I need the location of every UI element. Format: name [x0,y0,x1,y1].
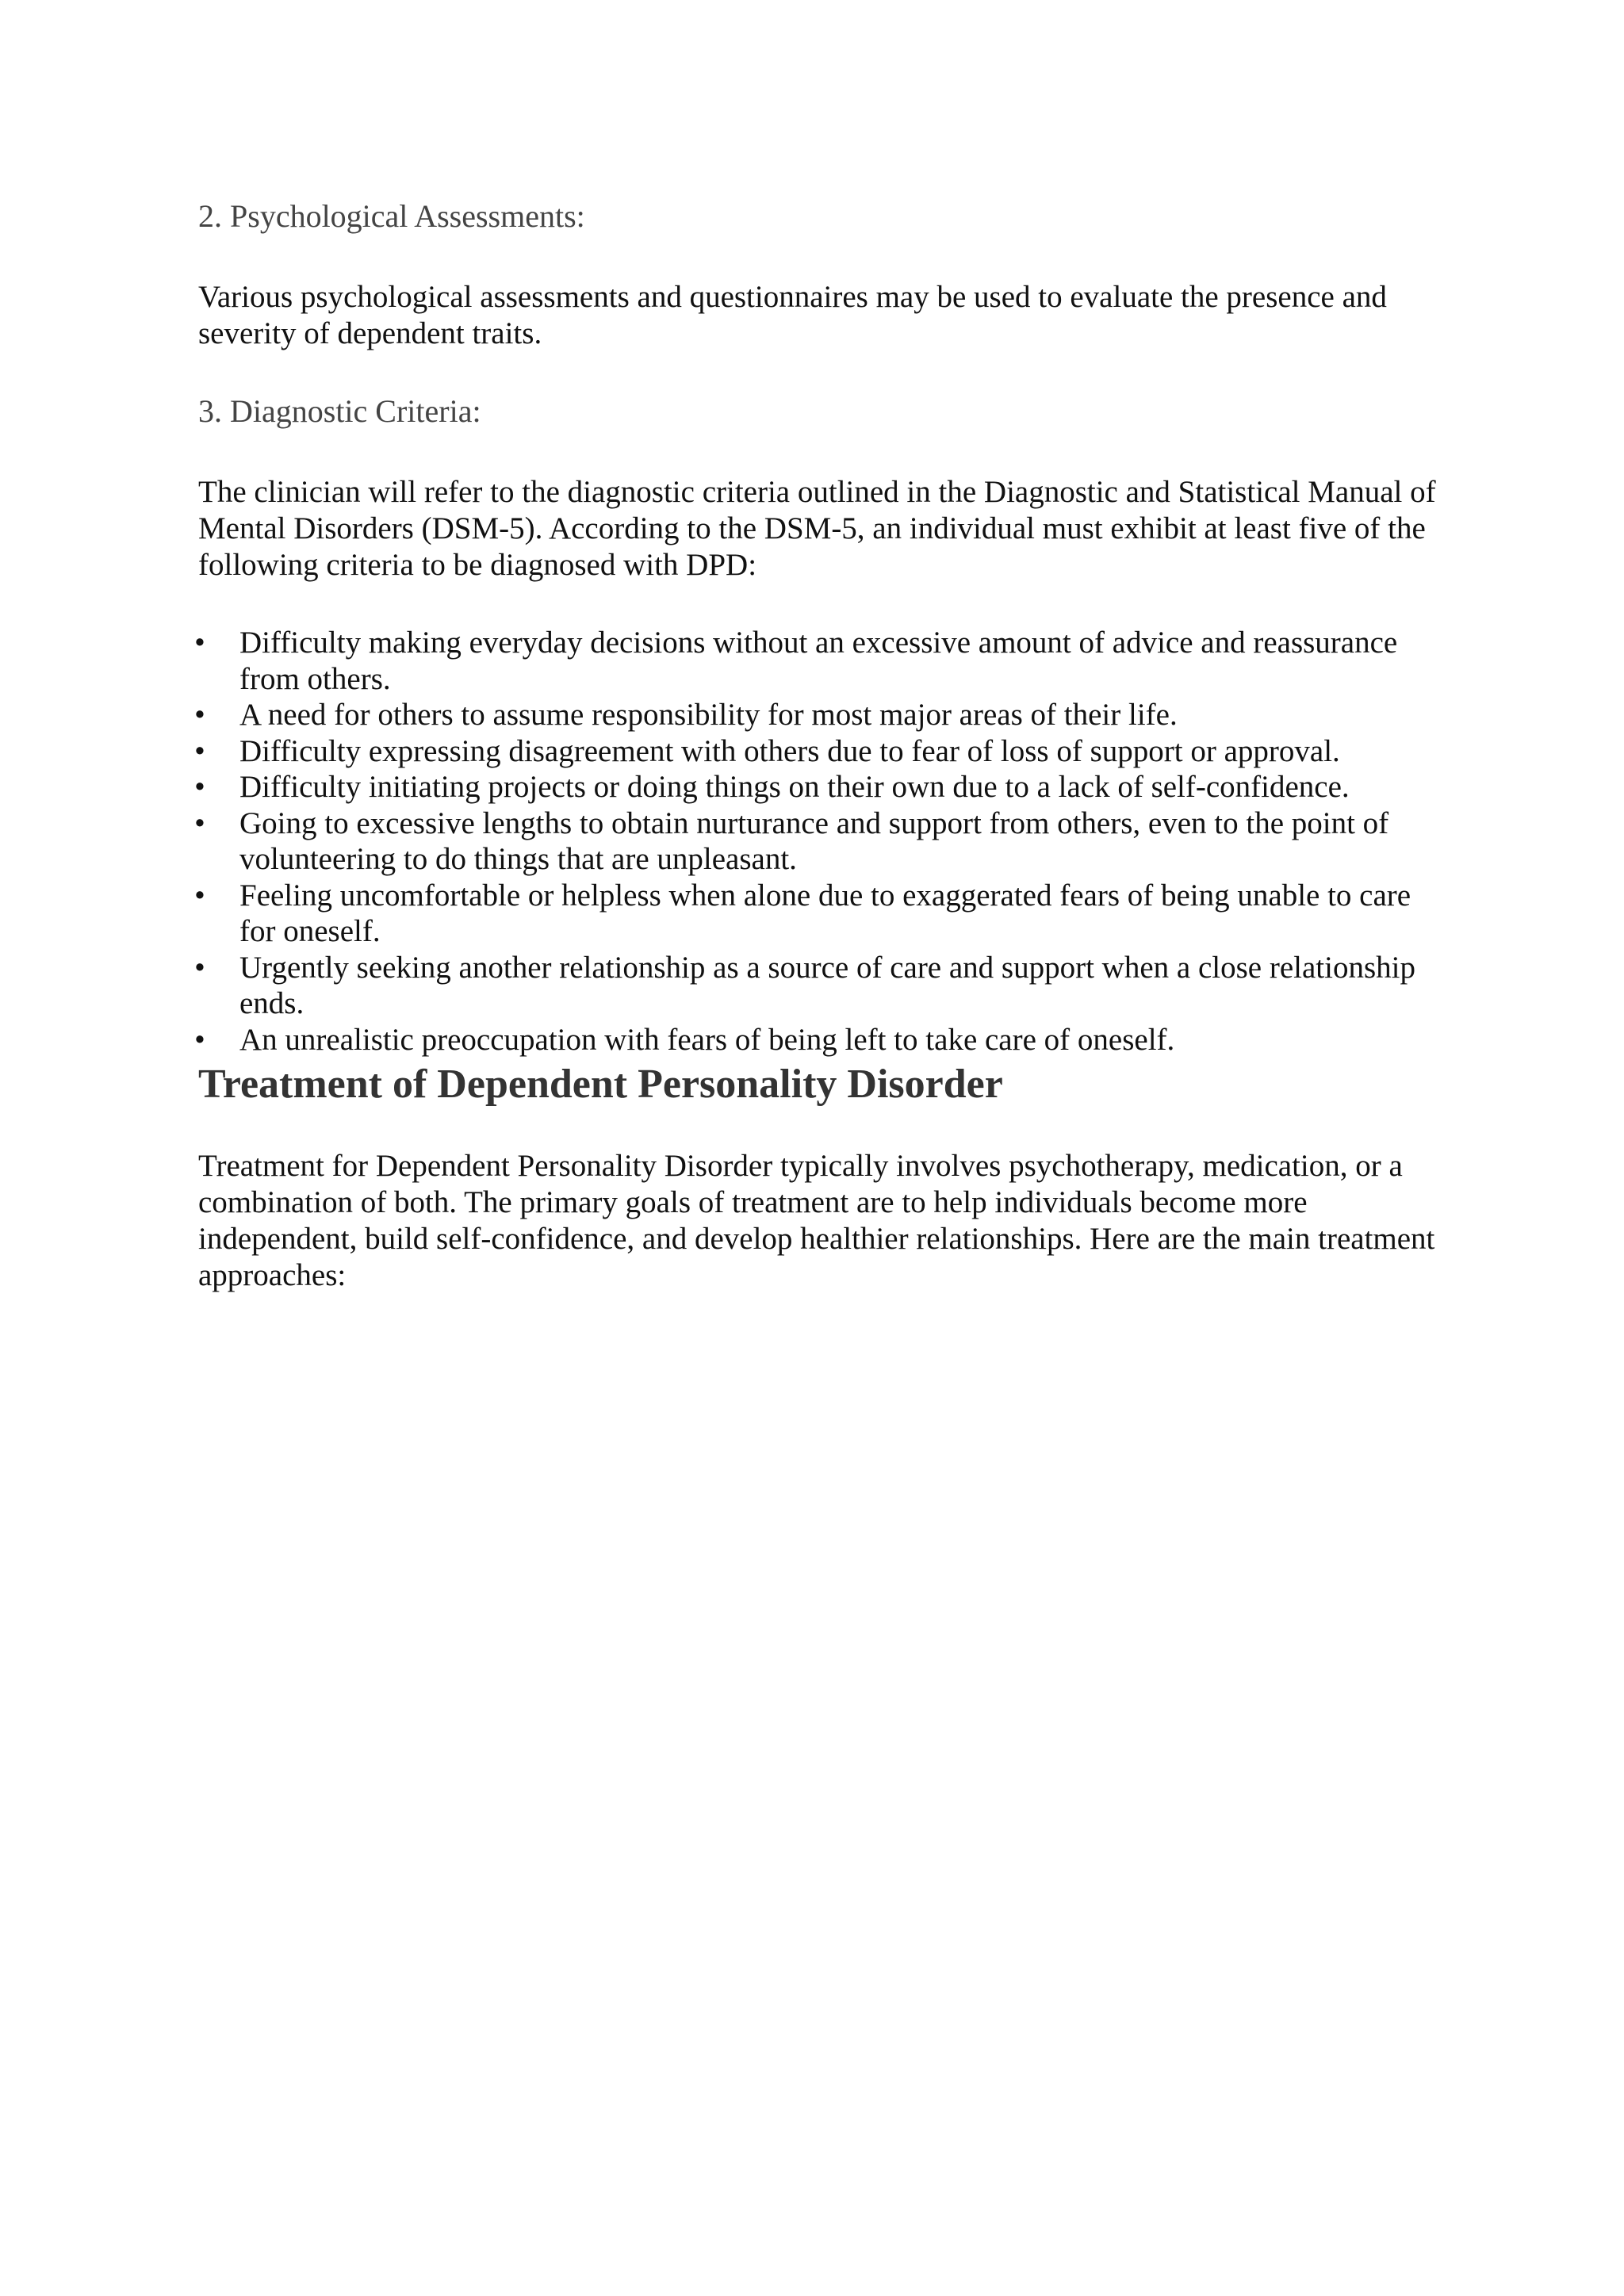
list-item-text: A need for others to assume responsibility for most major areas of their life. [239,698,1178,732]
treatment-heading: Treatment of Dependent Personality Disorder [198,1062,1003,1107]
bullet-icon: • [194,1022,205,1057]
bullet-icon: • [194,770,205,804]
list-item-text: Feeling uncomfortable or helpless when alone due to exaggerated fears of being unable to care for oneself. [239,878,1411,948]
list-item [194,950,1451,1022]
criteria-list [194,625,1451,1058]
bullet-icon: • [194,626,205,660]
list-item-text: Difficulty expressing disagreement with others due to fear of loss of support or approval. [239,733,1340,768]
bullet-icon: • [194,878,205,913]
list-item [194,733,1451,770]
list-item [194,697,1451,733]
list-item-text: Urgently seeking another relationship as a source of care and support when a close relationship ends. [239,950,1415,1020]
bullet-icon: • [194,698,205,732]
diagnostic-criteria-heading: 3. Diagnostic Criteria: [198,393,481,429]
psych-assessments-text: Various psychological assessments and questionnaires may be used to evaluate the presence and severity of dependent traits. [198,280,1387,350]
list-item [194,806,1451,878]
bullet-icon: • [194,733,205,768]
list-item [194,878,1451,950]
list-item [194,625,1451,697]
list-item-text: Difficulty initiating projects or doing things on their own due to a lack of self-confidence. [239,770,1350,804]
list-item-text: Difficulty making everyday decisions without an excessive amount of advice and reassurance from others. [239,626,1398,696]
bullet-icon: • [194,806,205,840]
list-item-text: An unrealistic preoccupation with fears of being left to take care of oneself. [239,1022,1175,1057]
list-item [194,769,1451,806]
list-item [194,1022,1451,1058]
treatment-text: Treatment for Dependent Personality Disorder typically involves psychotherapy, medication, or a combination of both. The primary goals of treatment are to help individuals become more independent, build self-confidence, and develop healthier relationships. Here are the main treatment approaches: [198,1149,1435,1292]
psych-assessments-heading: 2. Psychological Assessments: [198,198,585,234]
bullet-icon: • [194,950,205,985]
list-item-text: Going to excessive lengths to obtain nurturance and support from others, even to the point of volunteering to do things that are unpleasant. [239,806,1389,876]
diagnostic-criteria-text: The clinician will refer to the diagnostic criteria outlined in the Diagnostic and Statistical Manual of Mental Disorders (DSM-5). According to the DSM-5, an individual must exhibit at least five of the following criteria to be diagnosed with DPD: [198,475,1436,582]
